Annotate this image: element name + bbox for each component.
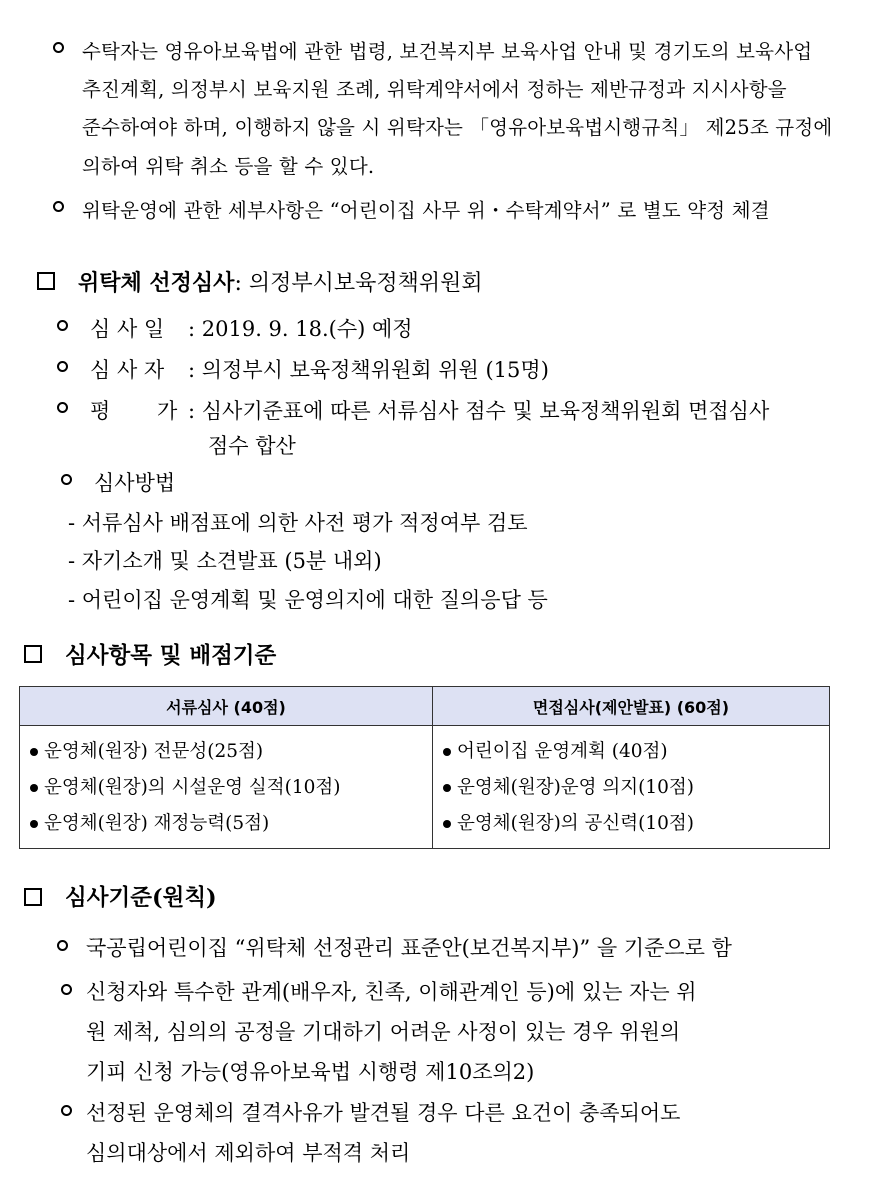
list-item: 운영체(원장) 전문성(25점)	[30, 734, 426, 770]
list-item: 운영체(원장) 재정능력(5점)	[30, 806, 426, 842]
table-header-interview: 면접심사(제안발표) (60점)	[433, 687, 830, 726]
criteria-item-3-line2: 심의대상에서 제외하여 부적격 처리	[86, 1141, 411, 1165]
bullet-icon	[57, 320, 68, 331]
bullet-icon	[53, 42, 64, 53]
dot-icon	[30, 820, 38, 828]
bullet-icon	[57, 361, 68, 372]
checkbox-square-icon	[24, 645, 42, 663]
section-review-title-suffix: : 의정부시보육정책위원회	[234, 271, 483, 296]
review-date-value: : 2019. 9. 18.(수) 예정	[188, 317, 413, 341]
method-label: 심사방법	[94, 471, 176, 495]
reviewer-value: : 의정부시 보육정책위원회 위원 (15명)	[188, 358, 549, 382]
dot-icon	[443, 748, 451, 756]
intro-p1-line2: 추진계획, 의정부시 보육지원 조례, 위탁계약서에서 정하는 제반규정과 지시사항을	[82, 78, 787, 101]
criteria-item-1: 국공립어린이집 “위탁체 선정관리 표준안(보건복지부)” 을 기준으로 함	[86, 936, 732, 960]
criteria-item-2-line1: 신청자와 특수한 관계(배우자, 친족, 이해관계인 등)에 있는 자는 위	[86, 980, 697, 1004]
evaluation-label: 평 가	[90, 399, 178, 423]
bullet-icon	[61, 984, 72, 995]
section-review-title: 위탁체 선정심사	[78, 270, 235, 296]
criteria-item-3-line1: 선정된 운영체의 결격사유가 발견될 경우 다른 요건이 충족되어도	[86, 1101, 681, 1125]
table-cell-document	[20, 726, 433, 849]
method-item: - 어린이집 운영계획 및 운영의지에 대한 질의응답 등	[68, 588, 548, 612]
intro-p1-line4: 의하여 위탁 취소 등을 할 수 있다.	[82, 155, 375, 178]
evaluation-value-line2: 점수 합산	[208, 434, 296, 458]
bullet-icon	[57, 402, 68, 413]
dot-icon	[30, 784, 38, 792]
table-header-document: 서류심사 (40점)	[20, 687, 433, 726]
section-criteria-title: 심사기준(원칙)	[65, 885, 217, 911]
reviewer-label: 심 사 자	[90, 358, 165, 382]
bullet-icon	[61, 1105, 72, 1116]
checkbox-square-icon	[37, 272, 55, 290]
method-item: - 서류심사 배점표에 의한 사전 평가 적정여부 검토	[68, 511, 528, 535]
table-cell-interview	[433, 726, 830, 849]
scoring-table	[19, 686, 830, 849]
dot-icon	[30, 748, 38, 756]
checkbox-square-icon	[24, 888, 42, 906]
method-item: - 자기소개 및 소견발표 (5분 내외)	[68, 549, 382, 573]
review-date-label: 심 사 일	[90, 317, 165, 341]
section-items-title: 심사항목 및 배점기준	[65, 643, 277, 669]
dot-icon	[443, 784, 451, 792]
list-item: 어린이집 운영계획 (40점)	[443, 734, 823, 770]
bullet-icon	[61, 474, 72, 485]
bullet-icon	[53, 201, 64, 212]
intro-p1-line3: 준수하여야 하며, 이행하지 않을 시 위탁자는 「영유아보육법시행규칙」 제25조 규정에	[82, 116, 833, 139]
list-item: 운영체(원장)운영 의지(10점)	[443, 770, 823, 806]
list-item: 운영체(원장)의 공신력(10점)	[443, 806, 823, 842]
intro-p1-line1: 수탁자는 영유아보육법에 관한 법령, 보건복지부 보육사업 안내 및 경기도의 보육사업	[82, 40, 813, 63]
intro-p2: 위탁운영에 관한 세부사항은 “어린이집 사무 위・수탁계약서” 로 별도 약정 체결	[82, 199, 770, 222]
list-item: 운영체(원장)의 시설운영 실적(10점)	[30, 770, 426, 806]
section-review-heading	[78, 266, 483, 297]
bullet-icon	[57, 940, 68, 951]
dot-icon	[443, 820, 451, 828]
criteria-item-2-line3: 기피 신청 가능(영유아보육법 시행령 제10조의2)	[86, 1060, 535, 1084]
evaluation-value: : 심사기준표에 따른 서류심사 점수 및 보육정책위원회 면접심사	[188, 399, 770, 423]
criteria-item-2-line2: 원 제척, 심의의 공정을 기대하기 어려운 사정이 있는 경우 위원의	[86, 1020, 681, 1044]
